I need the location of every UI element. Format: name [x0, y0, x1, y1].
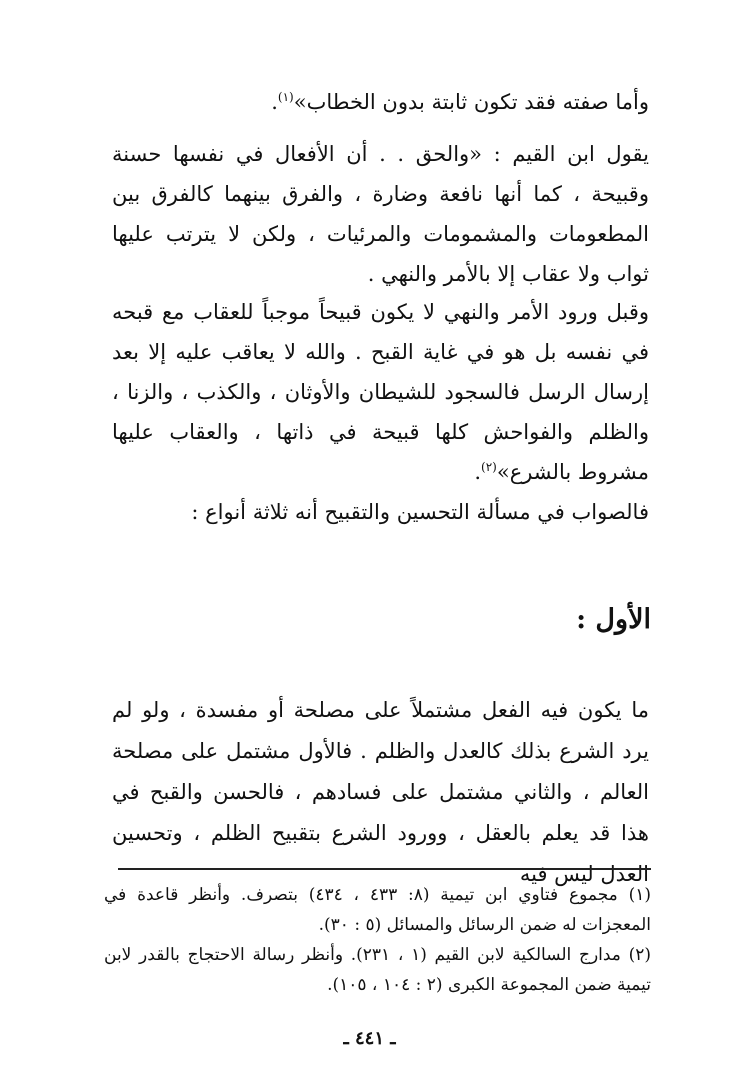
paragraph-1-end: . — [271, 90, 278, 114]
footnote-ref-1: (١) — [277, 90, 294, 104]
footnote-ref-2: (٢) — [481, 460, 497, 474]
paragraph-5: ما يكون فيه الفعل مشتملاً على مصلحة أو مفسدة ، ولو لم يرد الشرع بذلك كالعدل والظلم . فالأول مشتمل على مصلحة العالم ، والثاني مشتمل على فسادهم ، فالحسن والقبح في هذا قد يعلم بالعقل ، وورود الشرع بتقبيح الظلم ، وتحسين العدل ليس فيه — [112, 698, 649, 886]
section-heading: الأول : — [576, 604, 651, 635]
footnote-2: (٢) مدارج السالكية لابن القيم (١ ، ٢٣١). وأنظر رسالة الاحتجاج بالقدر لابن تيمية ضمن المجموعة الكبرى (٢ : ١٠٤ ، ١٠٥). — [104, 945, 652, 995]
paragraph-1 — [112, 82, 649, 122]
footnote-1: (١) مجموع فتاوي ابن تيمية (٨: ٤٣٣ ، ٤٣٤) بتصرف. وأنظر قاعدة في المعجزات له ضمن الرسائل والمسائل (٥ : ٣٠). — [104, 885, 651, 935]
paragraph-3 — [112, 292, 649, 492]
footnote-divider — [118, 868, 651, 870]
paragraph-4: فالصواب في مسألة التحسين والتقبيح أنه ثلاثة أنواع : — [191, 500, 649, 524]
paragraph-3-text: وقبل ورود الأمر والنهي لا يكون قبيحاً موجباً للعقاب مع قبحه في نفسه بل هو في غاية القبح . والله لا يعاقب عليه إلا بعد إرسال الرسل فالسجود للشيطان والأوثان ، والكذب ، والزنا ، والظلم والفواحش كلها قبيحة في ذاتها ، والعقاب عليها مشروط بالشرع» — [112, 300, 649, 484]
paragraph-1-text: وأما صفته فقد تكون ثابتة بدون الخطاب» — [293, 90, 649, 114]
page-number: ـ ٤٤١ ـ — [343, 1028, 396, 1049]
paragraph-2: يقول ابن القيم : «والحق . . أن الأفعال في نفسها حسنة وقبيحة ، كما أنها نافعة وضارة ، والفرق بينهما كالفرق بين المطعومات والمشمومات والمرئيات ، ولكن لا يترتب عليها ثواب ولا عقاب إلا بالأمر والنهي . — [112, 142, 649, 286]
paragraph-3-end: . — [474, 460, 482, 484]
